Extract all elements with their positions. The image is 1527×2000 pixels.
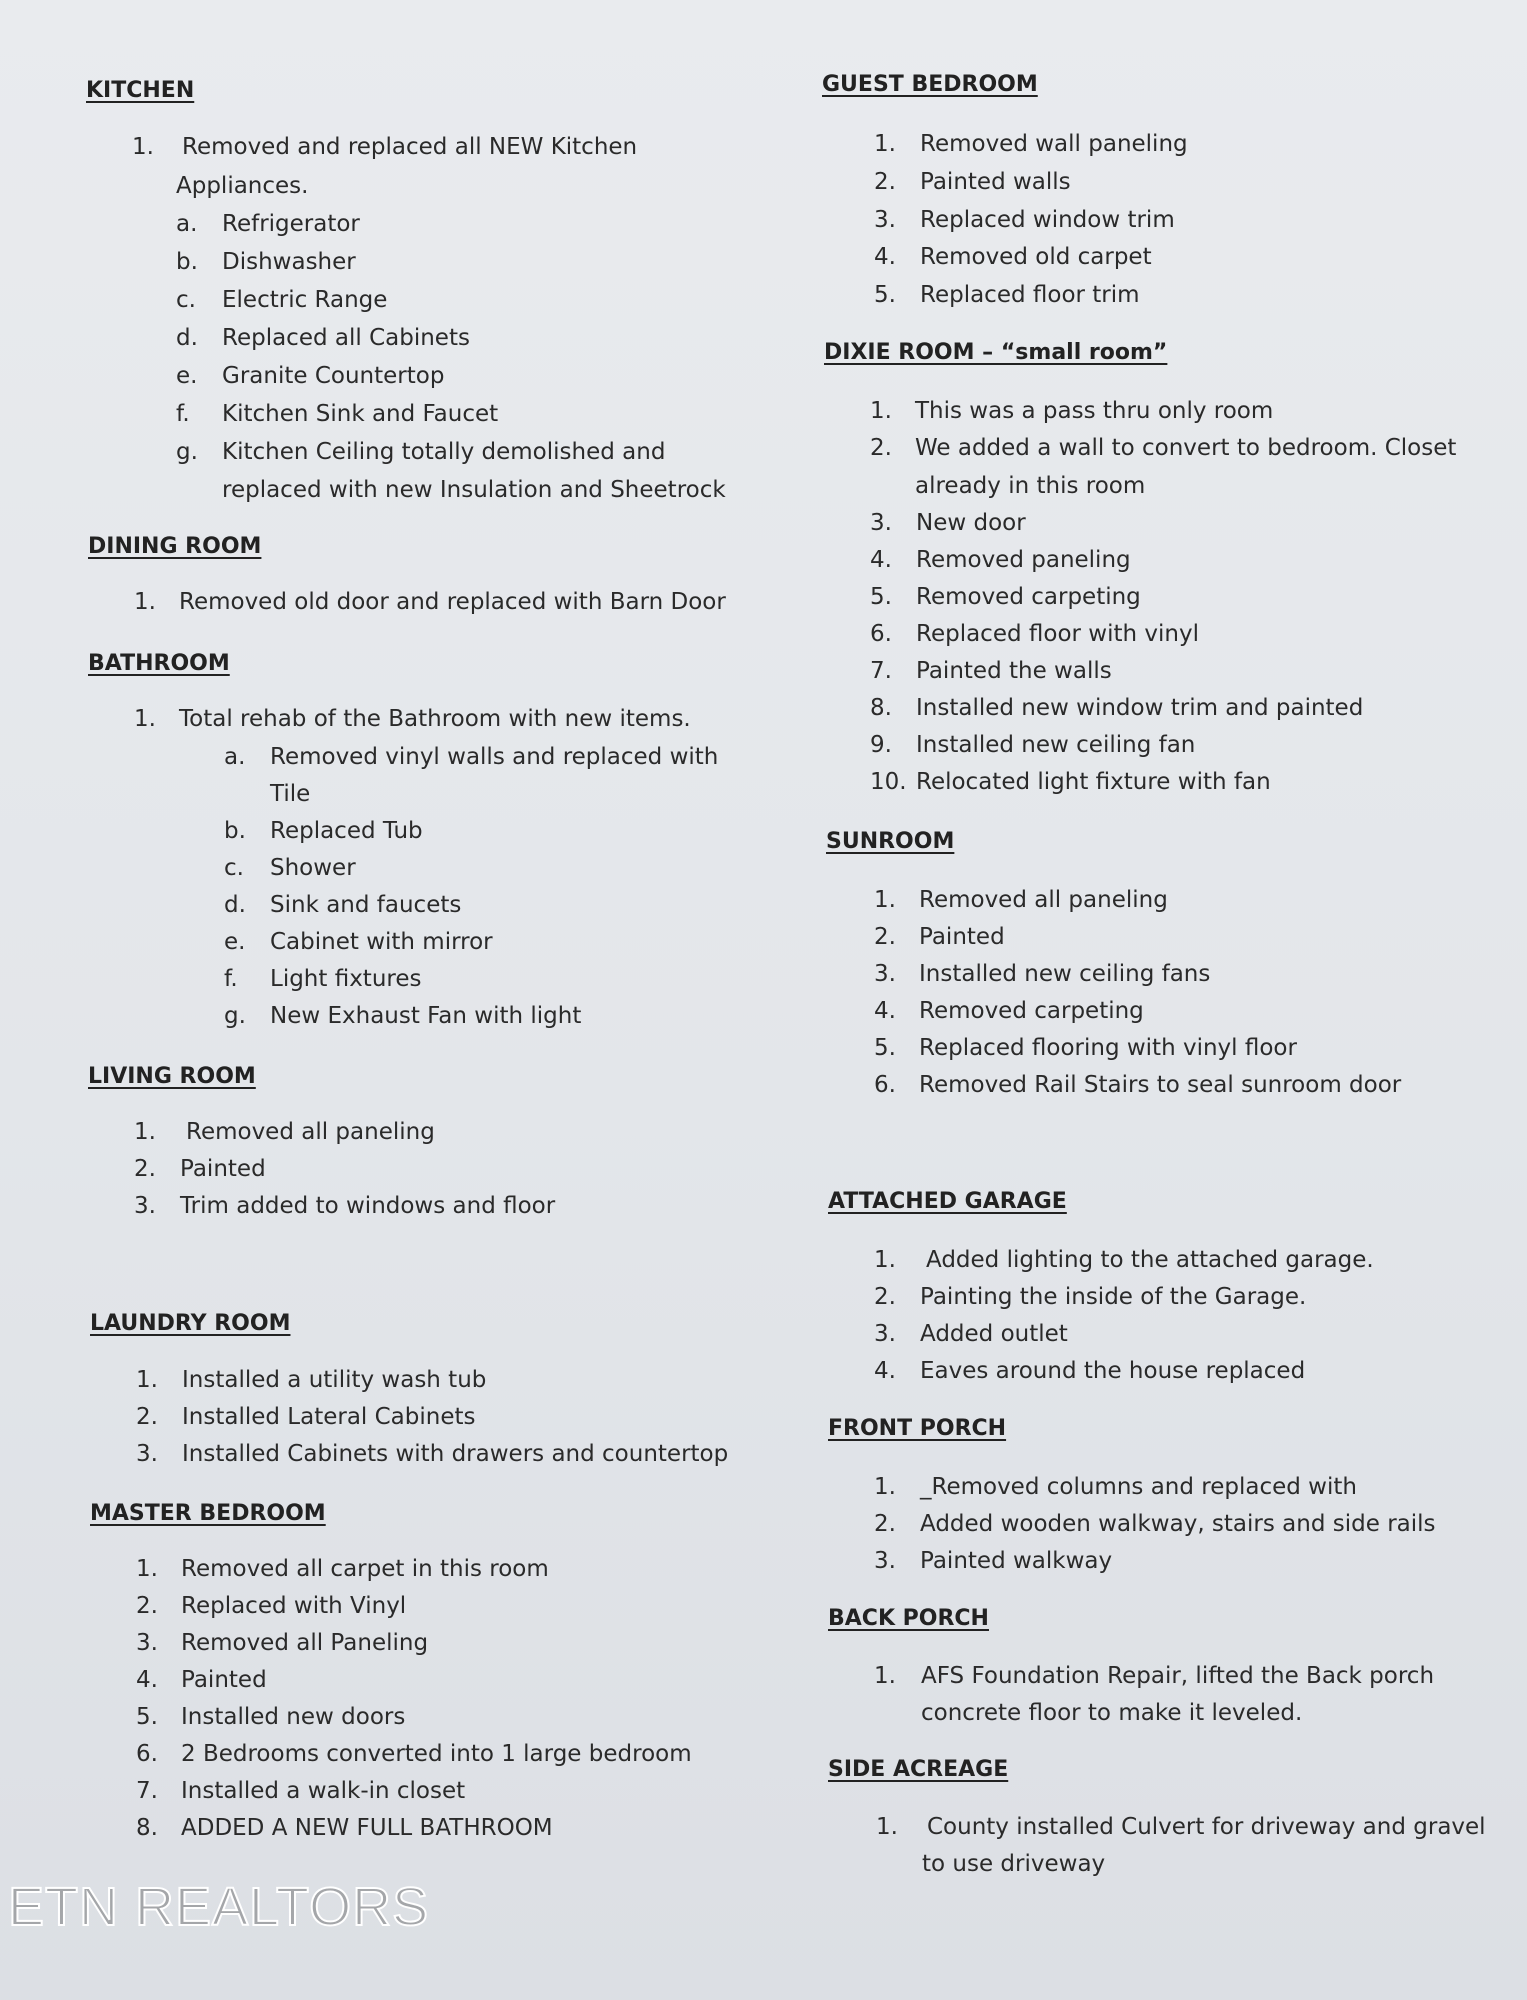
dixie-heading: DIXIE ROOM – “small room” bbox=[824, 340, 1168, 365]
living-heading: LIVING ROOM bbox=[88, 1064, 256, 1089]
master-heading: MASTER BEDROOM bbox=[90, 1501, 326, 1526]
front-porch-heading: FRONT PORCH bbox=[828, 1416, 1007, 1441]
laundry-heading: LAUNDRY ROOM bbox=[90, 1311, 291, 1336]
kitchen-heading: KITCHEN bbox=[86, 78, 195, 103]
sunroom-heading: SUNROOM bbox=[826, 829, 955, 854]
garage-heading: ATTACHED GARAGE bbox=[828, 1189, 1067, 1214]
dining-heading: DINING ROOM bbox=[88, 534, 262, 559]
bathroom-heading: BATHROOM bbox=[88, 651, 230, 676]
watermark-logo: ETN REALTORS bbox=[8, 1877, 430, 1937]
document-page: KITCHEN 1. Removed and replaced all NEW Kitchen Appliances. a. Refrigerator b. Dishwasher c. Electric Range d. Replaced all Cabinets e. Granite Countertop f. Kitchen Sink and Faucet g. Kitchen Ceiling totally demolished and replaced with new Insulation and Sheetrock DINING ROOM 1. Removed old door and replaced with Barn Door BATHROOM 1. Total rehab of the Bathroom with new items. a. Removed vinyl walls and replaced with Tile b. Replaced Tub c. Shower d. Sink and faucets e. Cabinet with mirror f. Light fixtures g. New Exhaust Fan with light LIVING ROOM 1. Removed all paneling 2. Painted 3. Trim added to windows and floor LAUNDRY ROOM 1. Installed a utility wash tub 2. Installed Lateral Cabinets 3. Installed Cabinets with drawers and countertop MASTER BEDROOM 1. Removed all carpet in this room 2. Replaced with Vinyl 3. Removed all Paneling 4. Painted 5. Installed new doors 6. 2 Bedrooms converted into 1 large bedroom 7. Installed a walk-in closet 8. ADDED A NEW FULL BATHROOM GUEST BEDROOM 1. Removed wall paneling 2. Painted walls 3. Replaced window trim 4. Removed old carpet 5. Replaced floor trim DIXIE ROOM – “small room” 1. This was a pass thru only room 2. We added a wall to convert to bedroom. Closet already in this room 3. New door 4. Removed paneling 5. Removed carpeting 6. Replaced floor with vinyl 7. Painted the walls 8. Installed new window trim and painted 9. Installed new ceiling fan 10. Relocated light fixture with fan SUNROOM 1. Removed all paneling 2. Painted 3. Installed new ceiling fans 4. Removed carpeting 5. Replaced flooring with vinyl floor 6. Removed Rail Stairs to seal sunroom door ATTACHED GARAGE 1. Added lighting to the attached garage. 2. Painting the inside of the Garage. 3. Added outlet 4. Eaves around the house replaced FRONT PORCH 1. _Removed columns and replaced with 2. Added wooden walkway, stairs and side rails 3. Painted walkway BACK PORCH 1. AFS Foundation Repair, lifted the Back porch concrete floor to make it leveled. SIDE ACREAGE 1. County installed Culvert for driveway and gravel to use driveway ETN REALTORS bbox=[8, 72, 1486, 1937]
back-porch-heading: BACK PORCH bbox=[828, 1606, 989, 1631]
side-acreage-heading: SIDE ACREAGE bbox=[828, 1757, 1009, 1782]
guest-heading: GUEST BEDROOM bbox=[822, 72, 1038, 97]
